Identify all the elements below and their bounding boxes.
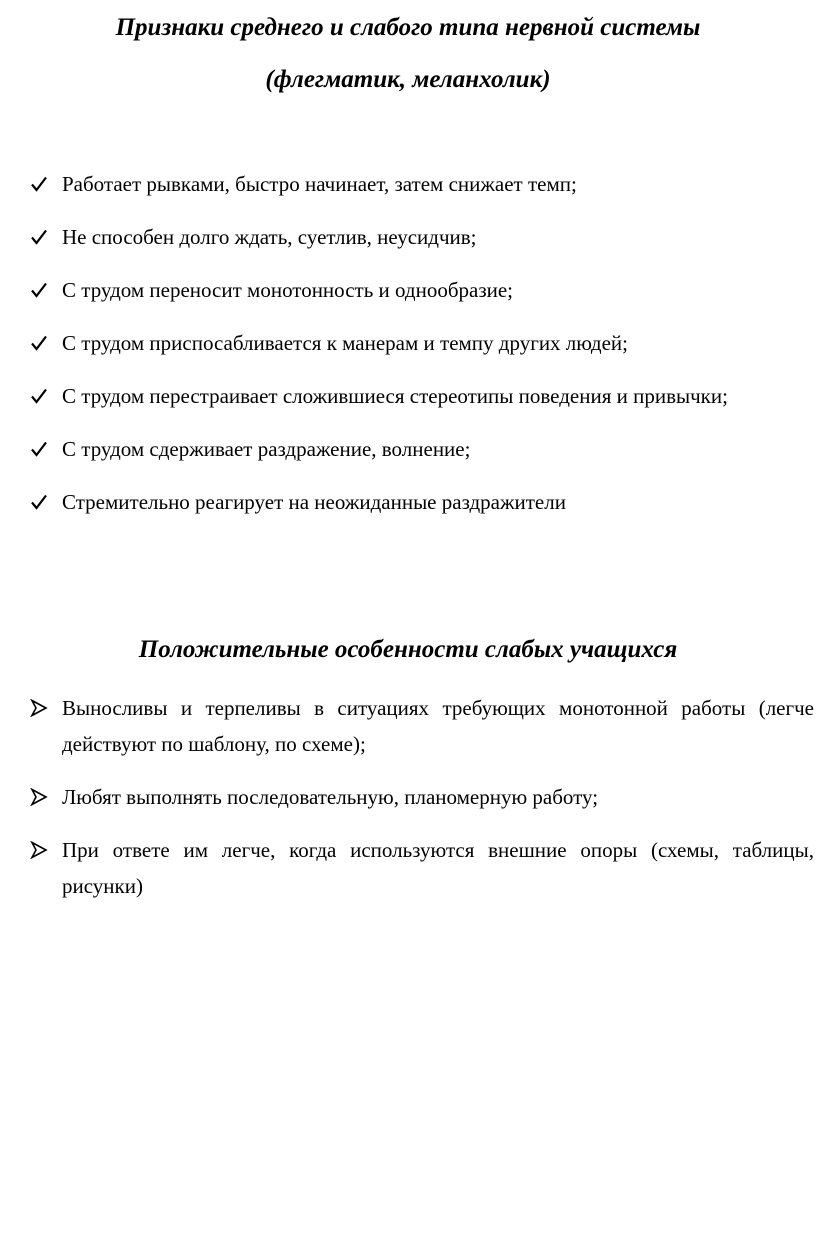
list-item-text: При ответе им легче, когда используются внешние опоры (схемы, таблицы, рисунки): [62, 838, 814, 898]
list-item: [0, 690, 816, 762]
section-title: Положительные особенности слабых учащихся: [138, 636, 678, 663]
list-item: [0, 832, 816, 904]
arrow-bullet-icon: [30, 788, 48, 806]
list-item-text: Работает рывками, быстро начинает, затем снижает темп;: [62, 172, 577, 196]
check-icon: [30, 493, 48, 511]
check-icon: [30, 175, 48, 193]
check-icon: [30, 228, 48, 246]
signs-list: [0, 166, 816, 520]
list-item-text: Выносливы и терпеливы в ситуациях требующих монотонной работы (легче действуют по шаблону, по схеме);: [62, 696, 814, 756]
list-item-text: Стремительно реагирует на неожиданные раздражители: [62, 490, 566, 514]
list-item: [0, 166, 816, 202]
list-item-text: С трудом сдерживает раздражение, волнение;: [62, 437, 471, 461]
arrow-bullet-icon: [30, 841, 48, 859]
heading-line-1: Признаки среднего и слабого типа нервной системы: [115, 14, 701, 41]
check-icon: [30, 440, 48, 458]
list-item-text: С трудом переносит монотонность и однообразие;: [62, 278, 514, 302]
list-item: [0, 779, 816, 815]
list-item-text: Любят выполнять последовательную, планомерную работу;: [62, 785, 599, 809]
list-item: [0, 325, 816, 361]
list-item: [0, 219, 816, 255]
check-icon: [30, 387, 48, 405]
arrow-bullet-icon: [30, 699, 48, 717]
page-heading: [30, 2, 786, 106]
check-icon: [30, 281, 48, 299]
list-item: [0, 272, 816, 308]
heading-line-2: (флегматик, меланхолик): [265, 66, 551, 93]
list-item: [0, 431, 816, 467]
list-item-text: Не способен долго ждать, суетлив, неусидчив;: [62, 225, 477, 249]
list-item: [0, 378, 816, 414]
list-item-text: С трудом приспосабливается к манерам и темпу других людей;: [62, 331, 628, 355]
list-item: [0, 484, 816, 520]
check-icon: [30, 334, 48, 352]
positive-list: [0, 690, 816, 904]
list-item-text: С трудом перестраивает сложившиеся стереотипы поведения и привычки;: [62, 384, 728, 408]
